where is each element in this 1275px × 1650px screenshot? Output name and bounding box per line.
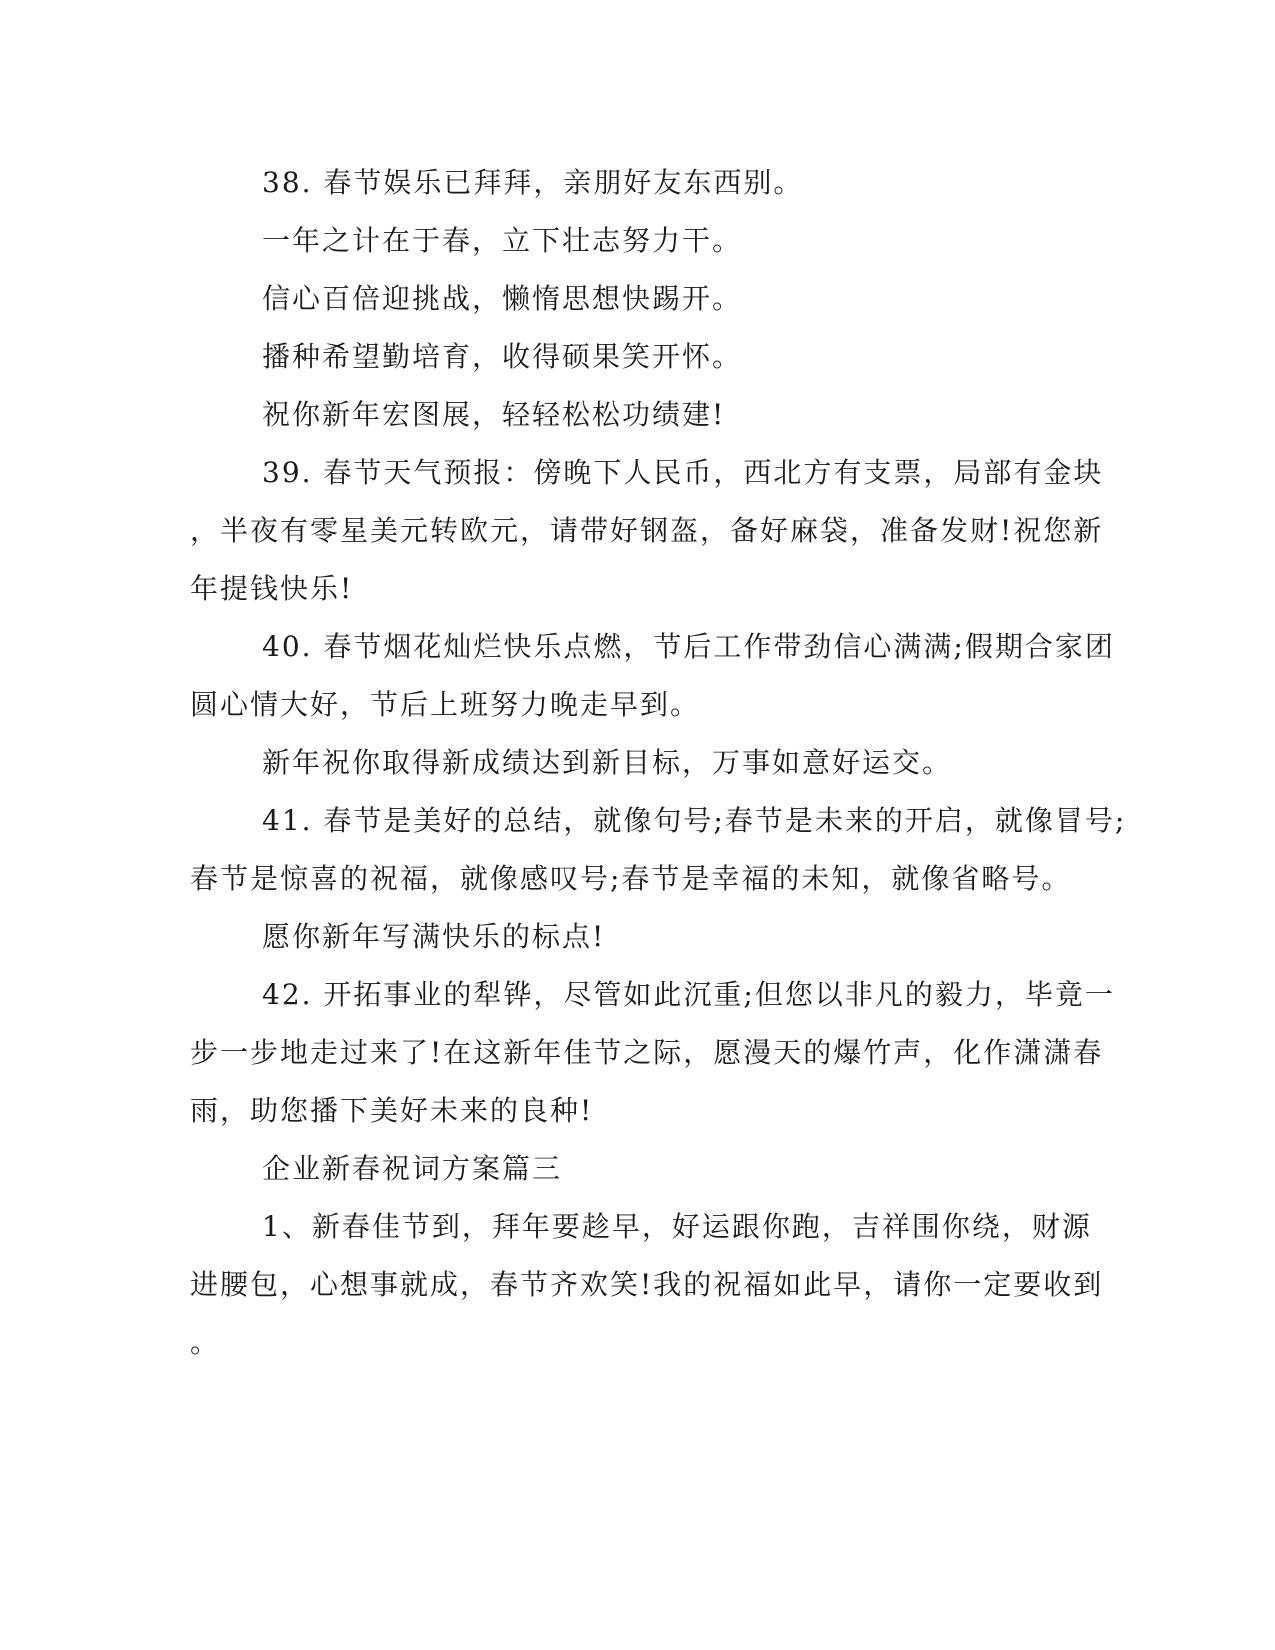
text-line: 圆心情大好，节后上班努力晚走早到。 — [190, 688, 701, 721]
text-line: 春节是惊喜的祝福，就像感叹号;春节是幸福的未知，就像省略号。 — [190, 862, 1072, 895]
text-line: 雨，助您播下美好未来的良种! — [190, 1094, 594, 1127]
text-line: 38. 春节娱乐已拜拜，亲朋好友东西别。 — [262, 166, 804, 199]
text-line: ，半夜有零星美元转欧元，请带好钢盔，备好麻袋，准备发财!祝您新 — [190, 514, 1104, 547]
text-line: 祝你新年宏图展，轻轻松松功绩建! — [262, 398, 726, 431]
text-line: 愿你新年写满快乐的标点! — [262, 920, 606, 953]
text-line: 新年祝你取得新成绩达到新目标，万事如意好运交。 — [262, 746, 953, 779]
text-line: 42. 开拓事业的犁铧，尽管如此沉重;但您以非凡的毅力，毕竟一 — [262, 978, 1115, 1011]
text-line: 播种希望勤培育，收得硕果笑开怀。 — [262, 340, 743, 373]
text-line: 进腰包，心想事就成，春节齐欢笑!我的祝福如此早，请你一定要收到 — [190, 1268, 1104, 1301]
text-line: 。 — [190, 1326, 221, 1359]
text-line: 步一步地走过来了!在这新年佳节之际，愿漫天的爆竹声，化作潇潇春 — [190, 1036, 1104, 1069]
text-line: 1、新春佳节到，拜年要趁早，好运跟你跑，吉祥围你绕，财源 — [262, 1210, 1092, 1243]
text-line: 40. 春节烟花灿烂快乐点燃，节后工作带劲信心满满;假期合家团 — [262, 630, 1115, 663]
text-line: 39. 春节天气预报：傍晚下人民币，西北方有支票，局部有金块 — [262, 456, 1104, 489]
text-line: 年提钱快乐! — [190, 572, 354, 605]
text-line: 41. 春节是美好的总结，就像句号;春节是未来的开启，就像冒号; — [262, 804, 1127, 837]
text-line: 一年之计在于春，立下壮志努力干。 — [262, 224, 743, 257]
text-line: 信心百倍迎挑战，懒惰思想快踢开。 — [262, 282, 743, 315]
section-heading: 企业新春祝词方案篇三 — [262, 1152, 563, 1185]
